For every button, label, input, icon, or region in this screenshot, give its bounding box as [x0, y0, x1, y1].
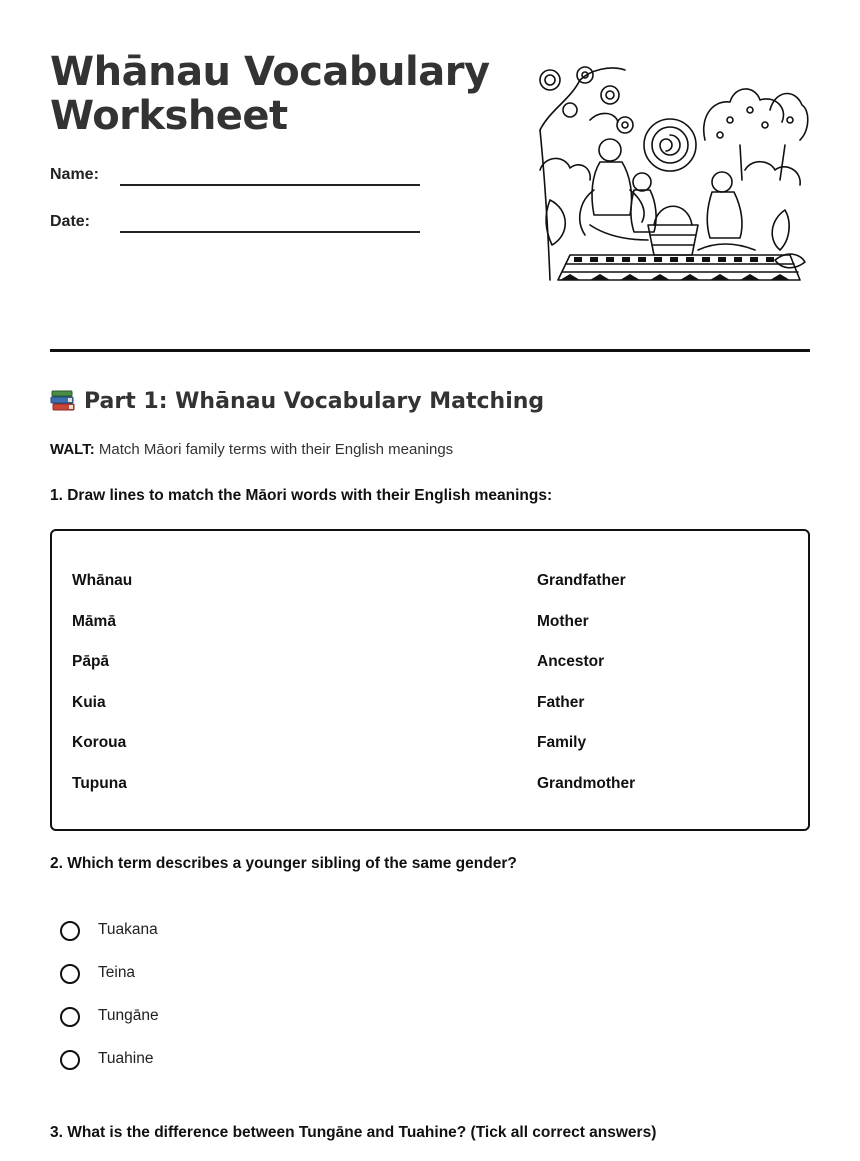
section-divider	[50, 349, 810, 352]
radio-option-label: Tungāne	[98, 1007, 159, 1024]
date-line[interactable]	[120, 231, 420, 233]
walt-text: Match Māori family terms with their English meanings	[98, 441, 454, 458]
walt-statement	[50, 441, 453, 458]
name-label: Name:	[50, 166, 99, 183]
maori-word[interactable]: Koroua	[72, 734, 127, 752]
title-line-2: Worksheet	[50, 93, 288, 139]
maori-word[interactable]: Māmā	[72, 612, 116, 630]
english-meaning[interactable]: Mother	[537, 612, 589, 630]
radio-option-label: Tuakana	[98, 921, 158, 938]
date-label: Date:	[50, 213, 91, 230]
radio-option-label: Tuahine	[98, 1050, 154, 1067]
worksheet-title	[50, 50, 490, 138]
radio-button[interactable]	[60, 964, 80, 984]
english-meaning[interactable]: Ancestor	[537, 653, 605, 671]
walt-label: WALT:	[50, 441, 95, 458]
english-meanings-column	[537, 571, 635, 815]
matching-box	[50, 529, 810, 831]
question-3: 3. What is the difference between Tungāne and Tuahine? (Tick all correct answers)	[50, 1124, 657, 1141]
maori-word[interactable]: Whānau	[72, 572, 133, 589]
radio-button[interactable]	[60, 921, 80, 941]
date-field[interactable]	[50, 209, 430, 239]
english-meaning[interactable]: Father	[537, 693, 585, 711]
radio-button[interactable]	[60, 1050, 80, 1070]
books-icon	[50, 388, 76, 418]
maori-word[interactable]: Kuia	[72, 693, 106, 711]
english-meaning[interactable]: Family	[537, 734, 587, 752]
whanau-picnic-illustration	[530, 50, 810, 282]
maori-word[interactable]: Tupuna	[72, 774, 127, 792]
question-2: 2. Which term describes a younger sibling of the same gender?	[50, 855, 517, 872]
english-meaning[interactable]: Grandmother	[537, 774, 636, 792]
radio-button[interactable]	[60, 1007, 80, 1027]
part1-heading	[50, 388, 544, 418]
maori-words-column	[72, 571, 132, 815]
name-line[interactable]	[120, 184, 420, 186]
part1-title: Part 1: Whānau Vocabulary Matching	[84, 389, 545, 414]
maori-word[interactable]: Pāpā	[72, 653, 110, 671]
name-field[interactable]	[50, 162, 430, 192]
english-meaning[interactable]: Grandfather	[537, 572, 626, 589]
question-1: 1. Draw lines to match the Māori words with their English meanings:	[50, 487, 553, 504]
radio-option-label: Teina	[98, 964, 136, 981]
title-line-1: Whānau Vocabulary	[50, 49, 490, 95]
